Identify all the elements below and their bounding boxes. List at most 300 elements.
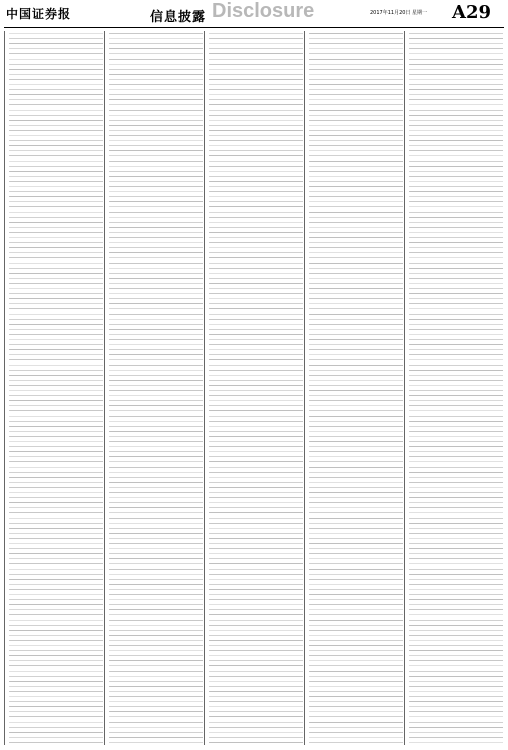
table-row xyxy=(409,252,503,253)
table-row xyxy=(109,722,203,723)
table-row xyxy=(309,370,403,371)
table-row xyxy=(109,217,203,218)
table-row xyxy=(309,115,403,116)
table-row xyxy=(409,59,503,60)
table-row xyxy=(109,48,203,49)
table-row xyxy=(409,171,503,172)
table-row xyxy=(409,467,503,468)
table-row xyxy=(109,212,203,213)
table-row xyxy=(209,206,303,207)
table-row xyxy=(309,523,403,524)
table-row xyxy=(209,308,303,309)
table-row xyxy=(409,120,503,121)
table-row xyxy=(309,89,403,90)
table-row xyxy=(209,579,303,580)
table-row xyxy=(209,375,303,376)
table-row xyxy=(209,569,303,570)
table-row xyxy=(309,538,403,539)
table-row xyxy=(209,140,303,141)
table-row xyxy=(409,451,503,452)
table-row xyxy=(409,563,503,564)
table-row xyxy=(209,303,303,304)
table-row xyxy=(109,676,203,677)
table-row xyxy=(209,589,303,590)
table-row xyxy=(209,84,303,85)
table-row xyxy=(109,604,203,605)
table-row xyxy=(109,69,203,70)
section-title-en: Disclosure xyxy=(212,0,315,22)
table-row xyxy=(209,711,303,712)
table-row xyxy=(309,74,403,75)
table-row xyxy=(109,314,203,315)
table-row xyxy=(109,84,203,85)
table-row xyxy=(9,523,103,524)
table-row xyxy=(309,660,403,661)
table-row xyxy=(409,217,503,218)
table-row xyxy=(109,99,203,100)
table-row xyxy=(409,553,503,554)
table-row xyxy=(309,645,403,646)
table-row xyxy=(109,201,203,202)
table-row xyxy=(9,196,103,197)
table-row xyxy=(9,686,103,687)
table-row xyxy=(309,635,403,636)
table-row xyxy=(209,451,303,452)
table-row xyxy=(109,533,203,534)
table-row xyxy=(9,701,103,702)
table-row xyxy=(209,344,303,345)
table-row xyxy=(309,548,403,549)
table-row xyxy=(309,461,403,462)
table-row xyxy=(209,273,303,274)
table-row xyxy=(409,569,503,570)
table-row xyxy=(9,89,103,90)
table-row xyxy=(209,426,303,427)
table-row xyxy=(109,232,203,233)
table-row xyxy=(409,497,503,498)
table-row xyxy=(109,732,203,733)
table-row xyxy=(409,609,503,610)
table-row xyxy=(409,441,503,442)
table-row xyxy=(109,441,203,442)
table-row xyxy=(309,329,403,330)
table-row xyxy=(9,584,103,585)
table-row xyxy=(109,53,203,54)
table-row xyxy=(109,650,203,651)
table-row xyxy=(9,135,103,136)
table-row xyxy=(9,94,103,95)
table-row xyxy=(309,120,403,121)
table-row xyxy=(109,257,203,258)
table-row xyxy=(9,314,103,315)
table-row xyxy=(209,487,303,488)
table-row xyxy=(309,431,403,432)
table-row xyxy=(9,278,103,279)
table-row xyxy=(209,395,303,396)
table-row xyxy=(9,206,103,207)
table-row xyxy=(109,523,203,524)
table-row xyxy=(209,441,303,442)
table-row xyxy=(209,237,303,238)
table-row xyxy=(409,74,503,75)
table-row xyxy=(209,543,303,544)
table-row xyxy=(209,380,303,381)
table-row xyxy=(409,268,503,269)
table-row xyxy=(9,660,103,661)
table-row xyxy=(309,283,403,284)
table-row xyxy=(9,385,103,386)
table-row xyxy=(9,242,103,243)
table-row xyxy=(309,186,403,187)
table-row xyxy=(209,660,303,661)
table-column xyxy=(404,31,505,745)
table-row xyxy=(109,640,203,641)
table-row xyxy=(309,273,403,274)
table-row xyxy=(309,222,403,223)
table-row xyxy=(109,584,203,585)
table-row xyxy=(9,247,103,248)
table-row xyxy=(109,456,203,457)
table-row xyxy=(409,528,503,529)
table-row xyxy=(209,252,303,253)
table-row xyxy=(209,89,303,90)
table-row xyxy=(9,252,103,253)
table-row xyxy=(9,416,103,417)
table-row xyxy=(309,569,403,570)
table-row xyxy=(309,130,403,131)
table-row xyxy=(109,390,203,391)
table-row xyxy=(309,237,403,238)
table-row xyxy=(209,431,303,432)
table-row xyxy=(209,671,303,672)
table-row xyxy=(309,681,403,682)
table-row xyxy=(9,727,103,728)
table-row xyxy=(9,574,103,575)
table-row xyxy=(209,38,303,39)
table-row xyxy=(209,645,303,646)
table-row xyxy=(209,727,303,728)
table-row xyxy=(209,385,303,386)
table-row xyxy=(409,456,503,457)
table-row xyxy=(9,201,103,202)
table-row xyxy=(109,166,203,167)
table-row xyxy=(109,89,203,90)
table-row xyxy=(309,314,403,315)
table-row xyxy=(109,365,203,366)
table-row xyxy=(109,222,203,223)
table-row xyxy=(409,502,503,503)
table-row xyxy=(9,166,103,167)
disclosure-table xyxy=(4,31,504,745)
table-row xyxy=(109,742,203,743)
table-row xyxy=(9,665,103,666)
table-row xyxy=(409,150,503,151)
table-row xyxy=(209,518,303,519)
table-row xyxy=(409,242,503,243)
table-row xyxy=(109,74,203,75)
table-row xyxy=(109,477,203,478)
table-row xyxy=(209,625,303,626)
table-row xyxy=(309,79,403,80)
table-row xyxy=(109,497,203,498)
table-row xyxy=(109,155,203,156)
table-row xyxy=(109,599,203,600)
table-row xyxy=(9,176,103,177)
table-row xyxy=(209,217,303,218)
table-row xyxy=(209,405,303,406)
table-row xyxy=(409,400,503,401)
table-row xyxy=(109,79,203,80)
table-row xyxy=(409,538,503,539)
table-row xyxy=(109,701,203,702)
table-row xyxy=(109,344,203,345)
table-row xyxy=(409,650,503,651)
table-row xyxy=(109,38,203,39)
table-row xyxy=(109,609,203,610)
table-row xyxy=(209,120,303,121)
table-row xyxy=(409,431,503,432)
table-row xyxy=(209,53,303,54)
table-row xyxy=(209,614,303,615)
table-row xyxy=(309,400,403,401)
table-row xyxy=(409,201,503,202)
table-row xyxy=(9,59,103,60)
table-column xyxy=(104,31,205,745)
table-row xyxy=(209,339,303,340)
table-row xyxy=(409,329,503,330)
table-row xyxy=(9,599,103,600)
table-row xyxy=(409,89,503,90)
table-row xyxy=(209,507,303,508)
table-row xyxy=(309,609,403,610)
table-row xyxy=(409,365,503,366)
table-row xyxy=(309,456,403,457)
table-row xyxy=(9,150,103,151)
table-row xyxy=(209,742,303,743)
table-row xyxy=(309,303,403,304)
table-row xyxy=(109,308,203,309)
table-row xyxy=(9,222,103,223)
table-row xyxy=(9,711,103,712)
table-row xyxy=(109,354,203,355)
table-row xyxy=(109,349,203,350)
table-row xyxy=(209,400,303,401)
table-row xyxy=(209,232,303,233)
header-rule xyxy=(4,27,504,28)
table-row xyxy=(409,523,503,524)
table-row xyxy=(109,665,203,666)
table-row xyxy=(9,706,103,707)
table-row xyxy=(109,451,203,452)
table-row xyxy=(209,722,303,723)
table-row xyxy=(9,589,103,590)
table-row xyxy=(9,349,103,350)
table-row xyxy=(209,150,303,151)
table-row xyxy=(209,196,303,197)
table-row xyxy=(309,512,403,513)
table-row xyxy=(309,696,403,697)
table-row xyxy=(9,365,103,366)
table-row xyxy=(209,563,303,564)
table-row xyxy=(309,477,403,478)
table-row xyxy=(309,145,403,146)
table-row xyxy=(109,625,203,626)
table-row xyxy=(109,426,203,427)
table-row xyxy=(409,334,503,335)
table-row xyxy=(209,59,303,60)
table-row xyxy=(209,691,303,692)
table-row xyxy=(9,405,103,406)
table-row xyxy=(209,548,303,549)
table-row xyxy=(309,711,403,712)
table-row xyxy=(309,405,403,406)
table-row xyxy=(409,186,503,187)
table-row xyxy=(109,502,203,503)
table-row xyxy=(109,518,203,519)
table-row xyxy=(109,196,203,197)
table-row xyxy=(209,349,303,350)
table-row xyxy=(9,303,103,304)
table-row xyxy=(209,533,303,534)
table-row xyxy=(309,727,403,728)
table-row xyxy=(209,135,303,136)
table-row xyxy=(409,140,503,141)
table-row xyxy=(9,390,103,391)
table-row xyxy=(309,655,403,656)
table-row xyxy=(309,344,403,345)
table-row xyxy=(209,298,303,299)
table-row xyxy=(309,298,403,299)
table-row xyxy=(309,171,403,172)
table-row xyxy=(9,512,103,513)
table-row xyxy=(9,140,103,141)
table-row xyxy=(9,344,103,345)
table-row xyxy=(409,176,503,177)
table-row xyxy=(209,354,303,355)
table-row xyxy=(9,691,103,692)
table-row xyxy=(409,69,503,70)
table-row xyxy=(209,64,303,65)
table-row xyxy=(409,288,503,289)
table-row xyxy=(309,206,403,207)
table-row xyxy=(309,518,403,519)
table-row xyxy=(209,110,303,111)
table-row xyxy=(109,135,203,136)
table-row xyxy=(209,257,303,258)
table-row xyxy=(109,716,203,717)
table-row xyxy=(209,594,303,595)
table-row xyxy=(109,380,203,381)
table-row xyxy=(109,579,203,580)
table-row xyxy=(409,512,503,513)
table-row xyxy=(9,48,103,49)
table-row xyxy=(309,487,403,488)
table-row xyxy=(309,166,403,167)
table-row xyxy=(209,436,303,437)
table-row xyxy=(209,410,303,411)
table-row xyxy=(309,155,403,156)
table-row xyxy=(209,130,303,131)
table-row xyxy=(109,706,203,707)
table-row xyxy=(9,99,103,100)
table-row xyxy=(109,538,203,539)
table-row xyxy=(209,472,303,473)
table-row xyxy=(409,645,503,646)
table-row xyxy=(209,599,303,600)
table-row xyxy=(409,665,503,666)
table-row xyxy=(409,706,503,707)
table-row xyxy=(109,263,203,264)
table-row xyxy=(9,436,103,437)
table-row xyxy=(9,609,103,610)
table-row xyxy=(309,584,403,585)
table-row xyxy=(209,115,303,116)
table-row xyxy=(409,166,503,167)
table-row xyxy=(309,252,403,253)
table-row xyxy=(409,354,503,355)
table-row xyxy=(109,660,203,661)
table-row xyxy=(309,161,403,162)
table-row xyxy=(9,104,103,105)
table-row xyxy=(9,293,103,294)
table-row xyxy=(309,349,403,350)
table-row xyxy=(309,482,403,483)
table-row xyxy=(9,538,103,539)
table-row xyxy=(309,288,403,289)
table-row xyxy=(309,665,403,666)
table-row xyxy=(9,395,103,396)
table-row xyxy=(409,655,503,656)
table-row xyxy=(209,79,303,80)
table-row xyxy=(9,380,103,381)
table-row xyxy=(109,472,203,473)
table-row xyxy=(109,298,203,299)
table-row xyxy=(409,722,503,723)
table-row xyxy=(409,416,503,417)
table-row xyxy=(309,650,403,651)
table-row xyxy=(409,283,503,284)
table-row xyxy=(209,74,303,75)
table-row xyxy=(9,604,103,605)
table-row xyxy=(9,676,103,677)
table-row xyxy=(309,410,403,411)
table-row xyxy=(209,186,303,187)
table-row xyxy=(209,640,303,641)
table-row xyxy=(9,115,103,116)
table-row xyxy=(9,359,103,360)
table-row xyxy=(109,176,203,177)
table-row xyxy=(209,242,303,243)
table-row xyxy=(309,722,403,723)
table-row xyxy=(9,492,103,493)
table-row xyxy=(309,467,403,468)
table-row xyxy=(9,635,103,636)
table-row xyxy=(409,477,503,478)
table-row xyxy=(9,227,103,228)
table-row xyxy=(109,436,203,437)
table-row xyxy=(9,237,103,238)
table-row xyxy=(209,696,303,697)
table-row xyxy=(309,558,403,559)
table-row xyxy=(409,676,503,677)
table-row xyxy=(309,614,403,615)
table-row xyxy=(109,278,203,279)
table-row xyxy=(109,482,203,483)
table-row xyxy=(9,477,103,478)
table-row xyxy=(409,421,503,422)
table-row xyxy=(309,599,403,600)
table-row xyxy=(309,502,403,503)
